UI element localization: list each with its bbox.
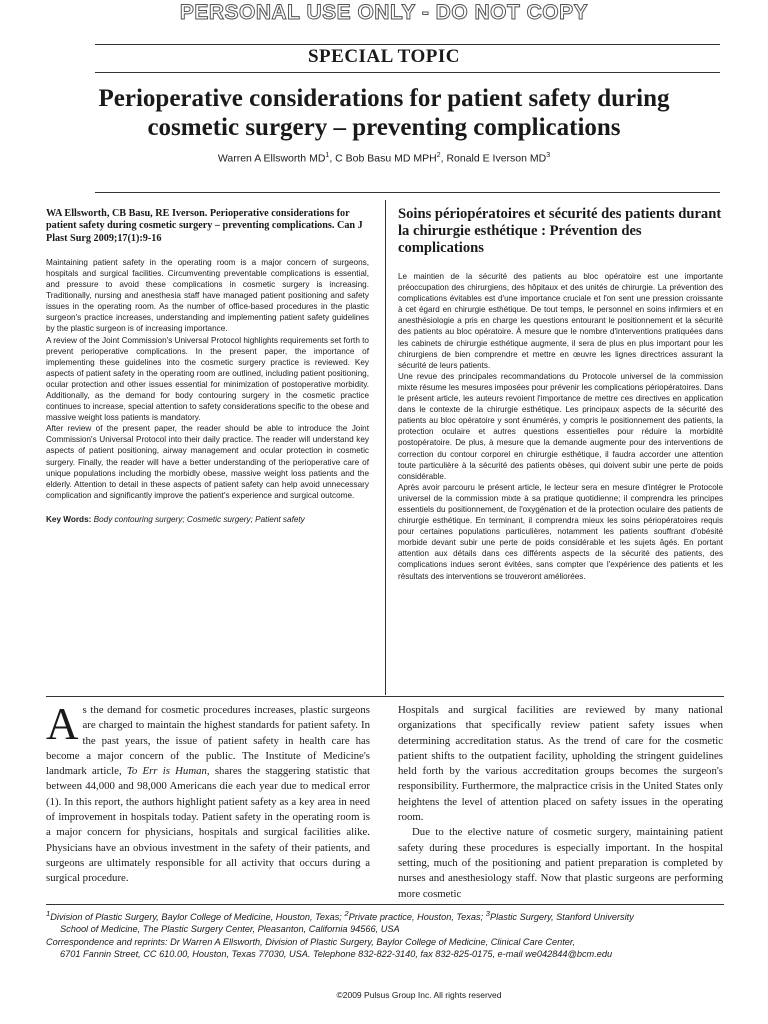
top-rule [95,44,720,45]
drop-cap: A [46,699,79,749]
footnote-rule [46,904,724,905]
abstract-french [398,206,723,582]
abstract-paragraph: After review of the present paper, the reader should be able to introduce the Joint Commission's Universal Protocol into their daily practice. The reader will understand key aspects of patient positioning, airway management and ocular protection in cosmetic surgery. Finally, the reader will have a better understanding of the perioperative care of unique populations including the morbidly obese, massive weight loss patients and the elderly. Attention to detail in these aspects of patient safety can help avoid unnecessary complication and significantly improve the patient's experience and surgical outcome. [46,424,369,500]
header-rule [95,192,720,193]
affiliation: Plastic Surgery, Stanford University [489,912,634,923]
affiliation: Private practice, Houston, Texas; [348,912,486,923]
correspondence-address: 6701 Fannin Street, CC 610.00, Houston, Texas 77030, USA. Telephone 832-822-3140, fax 832-825-0175, e-mail we042844@bcm.edu [60,948,613,959]
abstract-paragraph: Maintaining patient safety in the operating room is a major concern of surgeons, hospitals and surgical facilities. Circumventing preventable complications is essential, and pressure to avoid these complications in cosmetic surgery is increasing. Traditionally, nursing and anesthesia staff have managed patient positioning and safety issues in the operating room. As the number of office-based procedures in the plastic surgeon's practice increases, understanding and implementing patient safety guidelines by the plastic surgeon is of increasing importance. [46,257,369,334]
body-text: , shares the staggering statistic that between 44,000 and 98,000 Americans die each year due to medical error (1). In this report, the authors highlight patient safety as a key area in need of improvement in hospitals today. Patient safety in the operating room is a major concern for physicians, hospitals and surgical facilities alike. Physicians have an obvious investment in the safety of their patients, and surgeons are ultimately responsible for all activity that occurs during a surgical procedure. [46,765,371,885]
abstract-rule [46,696,724,697]
body-italic-title: To Err is Human [126,765,207,778]
author-name: Warren A Ellsworth MD [217,152,326,165]
body-paragraph: Hospitals and surgical facilities are reviewed by many national organizations that specifically review patient safety issues when determining accreditation status. As the trend of care for the cosmetic patient shifts to the outpatient facility, upholding the stringent guidelines held forth by the various accreditation groups becomes the surgeon's responsibility. Furthermore, the malpractice crisis in the United States only heightens the level of attention placed on safety issues in the operating room. [398,704,723,824]
author-affiliation-mark: 3 [546,152,551,159]
abstract-english [46,208,369,524]
citation-title: WA Ellsworth, CB Basu, RE Iverson. Perioperative considerations for patient safety during cosmetic surgery – preventing complications. [46,208,350,232]
affiliation-continued: School of Medicine, The Plastic Surgery Center, Pleasanton, California 94566, USA [60,924,400,935]
author-name: C Bob Basu MD MPH [335,152,437,165]
footnotes [46,908,726,960]
article-title: Perioperative considerations for patient safety during cosmetic surgery – preventing complications [98,85,670,141]
abstract-paragraph: Après avoir parcouru le présent article, le lecteur sera en mesure d'intégrer le Protocole universel de la commission mixte à sa pratique quotidienne; il comprendra les principes essentiels du positionnement, de l'oxygénation et de la protection oculaire des patients de chirurgie esthétique. En terminant, il comprendra mieux les soins périopératoires requis pour certaines populations particulières, notamment les patients souffrant d'obésité morbide devant subir une perte de poids considérable et les sujets âgés. En portant attention aux détails dans ces différents aspects de la sécurité des patients, des complications indues seront évitées, sans compter que l'expérience des patients et les résultats des interventions se trouveront améliorées. [398,482,723,581]
affiliations: $^1$Division of Plastic Surgery, Baylor College of Medicine, Houston, Texas; $^2$Private practice, Houston, Texas; $^3$Plastic Surgery, Stanford University [46,909,634,923]
body-column-right [398,703,723,902]
keywords-label: Key Words: [46,514,92,524]
french-abstract-title: Soins périopératoires et sécurité des patients durant la chirurgie esthétique : Prévention des complications [398,206,722,256]
section-rule [95,72,720,73]
citation-reference: Can J Plast Surg 2009;17(1):9-16 [46,220,363,244]
section-heading: SPECIAL TOPIC [307,46,461,67]
keywords-list: Body contouring surgery; Cosmetic surgery; Patient safety [93,514,305,524]
watermark: PERSONAL USE ONLY - DO NOT COPY [179,1,589,24]
abstract-paragraph: Le maintien de la sécurité des patients au bloc opératoire est une importante préoccupation des chirurgiens, des hôpitaux et des unités de chirurgie. La prévention des complications évitables est d'une importance cruciale et l'on sent une pression croissante à cet égard en chirurgie esthétique. De tout temps, le personnel en soins infirmiers et en anesthésiologie a pris en charge les questions entourant le positionnement et la sécurité des patients au bloc opératoire. À mesure que le nombre d'interventions pratiquées dans les cabinets de chirurgie esthétique augmente, il sera de plus en plus important pour les chirurgiens de bien comprendre et mettre en œuvre les lignes directrices assurant la sécurité de leurs patients. [398,272,723,370]
correspondence: Correspondence and reprints: Dr Warren A Ellsworth, Division of Plastic Surgery, Baylor College of Medicine, Clinical Care Center, [46,936,576,947]
author-affiliation-mark: 2 [436,152,441,159]
column-divider [385,200,386,695]
author-name: Ronald E Iverson MD [446,152,547,165]
abstract-paragraph: Une revue des principales recommandations du Protocole universel de la commission mixte résume les mesures imposées pour prévenir les complications périopératoires. Dans le présent article, les auteurs revoient l'importance de mettre ces directives en application dans le contexte de la chirurgie esthétique. Les principaux aspects de la sécurité des patients au bloc opératoire y sont énumérés, y compris le positionnement des patients, la protection oculaire et autres questions essentielles pour réduire la morbidité postopératoire. De plus, à mesure que la demande augmente pour des interventions de correction du contour corporel en chirurgie esthétique, il faudra accorder une attention toute particulière à la sécurité des patients obèses, qui doivent subir une perte de poids considérable. [398,371,723,481]
body-paragraph: Due to the elective nature of cosmetic surgery, maintaining patient safety during these procedures is especially important. In the hospital setting, much of the positioning and patient preparation is completed by nurses and anesthesiology staff. Now that plastic surgeons are performing more cosmetic [398,826,723,900]
author-affiliation-mark: 1 [325,152,330,159]
copyright: ©2009 Pulsus Group Inc. All rights reserved [336,990,502,1000]
affiliation: Division of Plastic Surgery, Baylor College of Medicine, Houston, Texas; [50,912,345,923]
author-line: Warren A Ellsworth $MD^1$, C Bob Basu MD MPH$^2$, Ronald E Iverson $MD^3$ [217,152,551,165]
body-column-left [46,699,371,887]
abstract-paragraph: A review of the Joint Commission's Universal Protocol highlights requirements set forth to prevent perioperative complications. In the present paper, the importance of implementing these guidelines into the cosmetic surgery practice is reviewed. Key aspects of patient safety in the operating room are outlined, including patient positioning, ocular protection and other issues essential for minimization of postoperative morbidity. Additionally, as the demand for body contouring surgery in the cosmetic practice continues to increase, special attention to safety considerations specific to the obese and massive weight loss patients is mandatory. [46,335,369,423]
citation [46,208,369,245]
body-text: s the demand for cosmetic procedures increases, plastic surgeons are charged to maintain the highest standards for patient safety. In the past years, the issue of patient safety in health care has become a major concern of the public. The Institute of Medicine's landmark article, [46,704,370,778]
keywords [46,515,369,524]
